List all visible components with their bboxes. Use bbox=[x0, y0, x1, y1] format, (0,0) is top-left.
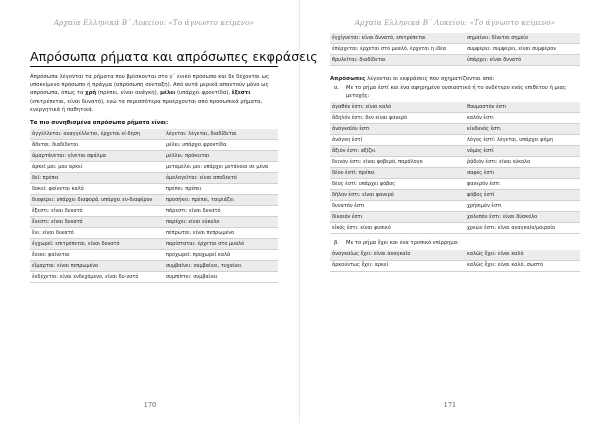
table-row bbox=[30, 173, 278, 184]
table-cell: ἀρκεῖ μοι: μου αρκεί bbox=[30, 162, 164, 173]
table-cell: δυνατόν ἐστι bbox=[330, 201, 465, 212]
table-cell: χρήσιμόν ἐστι bbox=[465, 201, 580, 212]
table-cell: πάρεστι: είναι δυνατό bbox=[164, 206, 278, 217]
intro-paragraph bbox=[30, 73, 278, 114]
table-row bbox=[330, 135, 580, 146]
section-text: λέγονται οι εκφράσεις που σχηματίζονται από: bbox=[365, 76, 495, 82]
right-page bbox=[300, 0, 600, 423]
table-cell: ἔοικε: φαίνεται bbox=[30, 250, 164, 261]
page-number: 171 bbox=[443, 401, 457, 409]
list-marker: α. bbox=[334, 85, 340, 91]
list-item-text: Με το ρήμα ἐστί και ένα αφηρημένο ουσιαστικό ή το ουδέτερο ενός επιθέτου ή μιας μετοχής: bbox=[346, 85, 567, 99]
table-cell: ἐγχωρεῖ: επιτρέπεται, είναι δυνατό bbox=[30, 239, 164, 250]
table-cell: ἔνεστι: είναι δυνατό bbox=[30, 217, 164, 228]
table-cell: θαυμαστόν ἐστι bbox=[465, 102, 580, 113]
table-cell: ἄδηλόν ἐστι: δεν είναι φανερό bbox=[330, 113, 465, 124]
table-cell: κίνδυνός ἐστι bbox=[465, 124, 580, 135]
running-head: Αρχαία Ελληνικά Β΄ Λυκείου: «Το άγνωστο κείμενο» bbox=[354, 18, 556, 27]
table-row bbox=[30, 217, 278, 228]
table-cell: συμπίπτει: συμβαίνει bbox=[164, 272, 278, 283]
table-cell: ἀνάγκη ἐστί bbox=[330, 135, 465, 146]
table-cell: ἄδεται: διαδίδεται bbox=[30, 140, 164, 151]
table-cell: παρέχει: είναι εύκολο bbox=[164, 217, 278, 228]
table-cell: προχωρεῖ: προχωρεί καλά bbox=[164, 250, 278, 261]
table-row bbox=[330, 190, 580, 201]
list-marker: β. bbox=[334, 240, 339, 247]
table-cell: δεῖ: πρέπει bbox=[30, 173, 164, 184]
table-cell: καλῶς ἔχει: είναι καλό, σωστό bbox=[465, 260, 580, 271]
table-cell: μέλλει: πρόκειται bbox=[164, 151, 278, 162]
table-row bbox=[330, 157, 580, 168]
table-cell: λόγος ἐστί: λέγεται, υπάρχει φήμη bbox=[465, 135, 580, 146]
table-cell: δίκαιόν ἐστι bbox=[330, 212, 465, 223]
table-cell: χρεών ἐστι: είναι αναγκαίο/μοιραίο bbox=[465, 223, 580, 234]
list-item-a bbox=[330, 85, 580, 100]
table-row bbox=[330, 44, 580, 55]
table-cell: ἄξιόν ἐστι: αξίζει bbox=[330, 146, 465, 157]
table-row bbox=[30, 129, 278, 140]
table-cell: συμβαίνει: συμβαίνει, τυχαίνει bbox=[164, 261, 278, 272]
table-cell: νόμος ἐστί bbox=[465, 146, 580, 157]
table-row bbox=[30, 250, 278, 261]
page-number: 170 bbox=[143, 401, 157, 409]
intro-text: (υπάρχει φροντίδα), bbox=[175, 90, 232, 97]
table-cell: ἀγγέλλεται: αναγγέλλεται, έρχεται εί-δηση bbox=[30, 129, 164, 140]
table-row bbox=[330, 201, 580, 212]
table-row bbox=[330, 260, 580, 271]
table-cell: διαφέρει: υπάρχει διαφορά, υπάρχει εν-διαφέρον bbox=[30, 195, 164, 206]
table-row bbox=[30, 239, 278, 250]
table-cell: προσήκει: πρέπει, ταιριάζει bbox=[164, 195, 278, 206]
list-item-b bbox=[330, 240, 580, 248]
table-row bbox=[30, 261, 278, 272]
table-cell: ἐνδέχεται: είναι ενδεχόμενο, είναι δυ-νατό bbox=[30, 272, 164, 283]
impersonal-verbs-table-continued bbox=[330, 33, 580, 66]
table-row bbox=[330, 212, 580, 223]
table-cell: ἀγαθόν ἐστι: είναι καλό bbox=[330, 102, 465, 113]
table-cell: δῆλον ἐστι: είναι φανερό bbox=[330, 190, 465, 201]
section-term: Απρόσωπες bbox=[330, 76, 366, 82]
table-row bbox=[30, 206, 278, 217]
table-cell: ἔνι: είναι δυνατό bbox=[30, 228, 164, 239]
table-heading: Τα πιο συνηθισμένα απρόσωπα ρήματα είναι: bbox=[30, 120, 169, 127]
page-title: Απρόσωπα ρήματα και απρόσωπες εκφράσεις bbox=[30, 49, 278, 67]
table-row bbox=[30, 272, 278, 283]
table-cell: εἵμαρται: είναι πεπρωμένο bbox=[30, 261, 164, 272]
list-item-text: Με το ρήμα ἔχει και ένα τροπικό επίρρημα: bbox=[346, 240, 459, 247]
table-cell: ἔξεστι: είναι δυνατό bbox=[30, 206, 164, 217]
table-cell: παρίσταται: έρχεται στο μυαλό bbox=[164, 239, 278, 250]
table-cell: πρέπει: πρέπει bbox=[164, 184, 278, 195]
table-row bbox=[330, 33, 580, 44]
table-cell: καλῶς ἔχει: είναι καλό bbox=[465, 250, 580, 261]
table-cell: συμφέρει: συμφέρει, είναι συμφέρον bbox=[465, 44, 580, 55]
table-row bbox=[330, 124, 580, 135]
table-row bbox=[330, 146, 580, 157]
table-row bbox=[30, 228, 278, 239]
table-cell: καλόν ἐστι bbox=[465, 113, 580, 124]
table-row bbox=[30, 140, 278, 151]
impersonal-expressions-table-b bbox=[330, 250, 580, 272]
table-cell: φόβος ἐστί bbox=[465, 190, 580, 201]
table-cell: δοκεῖ: φαίνεται καλό bbox=[30, 184, 164, 195]
table-row bbox=[330, 55, 580, 66]
table-cell: μέλει: υπάρχει φροντίδα bbox=[164, 140, 278, 151]
table-cell: ἐγχίγνεται: είναι δυνατό, επιτρέπεται bbox=[330, 33, 465, 44]
table-row bbox=[330, 179, 580, 190]
table-cell: ἁμαρτάνεται: γίνεται σφάλμα bbox=[30, 151, 164, 162]
table-row bbox=[30, 195, 278, 206]
impersonal-verbs-table bbox=[30, 129, 278, 283]
table-cell: φανερόν ἐστι bbox=[465, 179, 580, 190]
table-cell: δέος ἐστί: υπάρχει φόβος bbox=[330, 179, 465, 190]
table-cell: μεταμέλει μοι: υπάρχει μετάνοια σε μένα bbox=[164, 162, 278, 173]
table-row bbox=[330, 250, 580, 261]
table-cell: λέγεται: λέγεται, διαδίδεται bbox=[164, 129, 278, 140]
table-cell: θρυλεῖται: διαδίδεται bbox=[330, 55, 465, 66]
intro-text: Απρόσωπα λέγονται τα ρήματα που βρίσκονται στο γ΄ ενικό πρόσωπο και δε δέχονται ως υποκείμενο πρόσωπο ή πράγμα (απρόσωπη σύνταξη). Από αυτά μερικά απαντούν μόνο ως απρόσωπα, όπως τα bbox=[30, 74, 270, 97]
table-cell: χαλεπόν ἐστι: είναι δύσκολο bbox=[465, 212, 580, 223]
table-cell: ἀρκούντως ἔχει: αρκεί bbox=[330, 260, 465, 271]
table-cell: σημαίνει: δίνεται σημείο bbox=[465, 33, 580, 44]
table-cell: σαφές ἐστι bbox=[465, 168, 580, 179]
intro-term-exesti: ἔξεστι bbox=[231, 90, 251, 97]
table-cell: ὑπάρχει: είναι δυνατό bbox=[465, 55, 580, 66]
table-cell: ἀναγκαῖόν ἐστι bbox=[330, 124, 465, 135]
running-head: Αρχαία Ελληνικά Β΄ Λυκείου: «Το άγνωστο κείμενο» bbox=[53, 18, 255, 27]
table-row bbox=[330, 102, 580, 113]
table-cell: δέον ἐστί: πρέπει bbox=[330, 168, 465, 179]
intro-term-melei: μέλει bbox=[160, 90, 176, 97]
table-cell: ὁμολογεῖται: είναι αποδεκτό bbox=[164, 173, 278, 184]
table-row bbox=[330, 113, 580, 124]
intro-term-chri: χρή bbox=[85, 90, 97, 97]
intro-text: (πρέπει, είναι ανάγκη), bbox=[96, 90, 161, 97]
table-row bbox=[30, 151, 278, 162]
table-cell: εἰκός ἐστι: είναι φυσικό bbox=[330, 223, 465, 234]
table-row bbox=[30, 184, 278, 195]
table-row bbox=[330, 223, 580, 234]
intro-text: (επιτρέπεται, είναι δυνατό), ενώ τα περισσότερα προέρχονται από προσωπικά ρήματα, ενεργητικά ή παθητικά. bbox=[30, 98, 263, 113]
section-intro bbox=[330, 75, 580, 83]
impersonal-expressions-table-a bbox=[330, 102, 580, 234]
table-row bbox=[30, 162, 278, 173]
table-cell: ἀναγκαίως ἔχει: είναι αναγκαίο bbox=[330, 250, 465, 261]
table-cell: ῥᾴδιόν ἐστι: είναι εύκολο bbox=[465, 157, 580, 168]
table-row bbox=[330, 168, 580, 179]
table-cell: πέπρωται: είναι πεπρωμένο bbox=[164, 228, 278, 239]
table-cell: ἐπέρχεται: έρχεται στο μυαλό, έρχεται η ιδέα bbox=[330, 44, 465, 55]
table-cell: δεινόν ἐστι: είναι φοβερό, παράλογο bbox=[330, 157, 465, 168]
